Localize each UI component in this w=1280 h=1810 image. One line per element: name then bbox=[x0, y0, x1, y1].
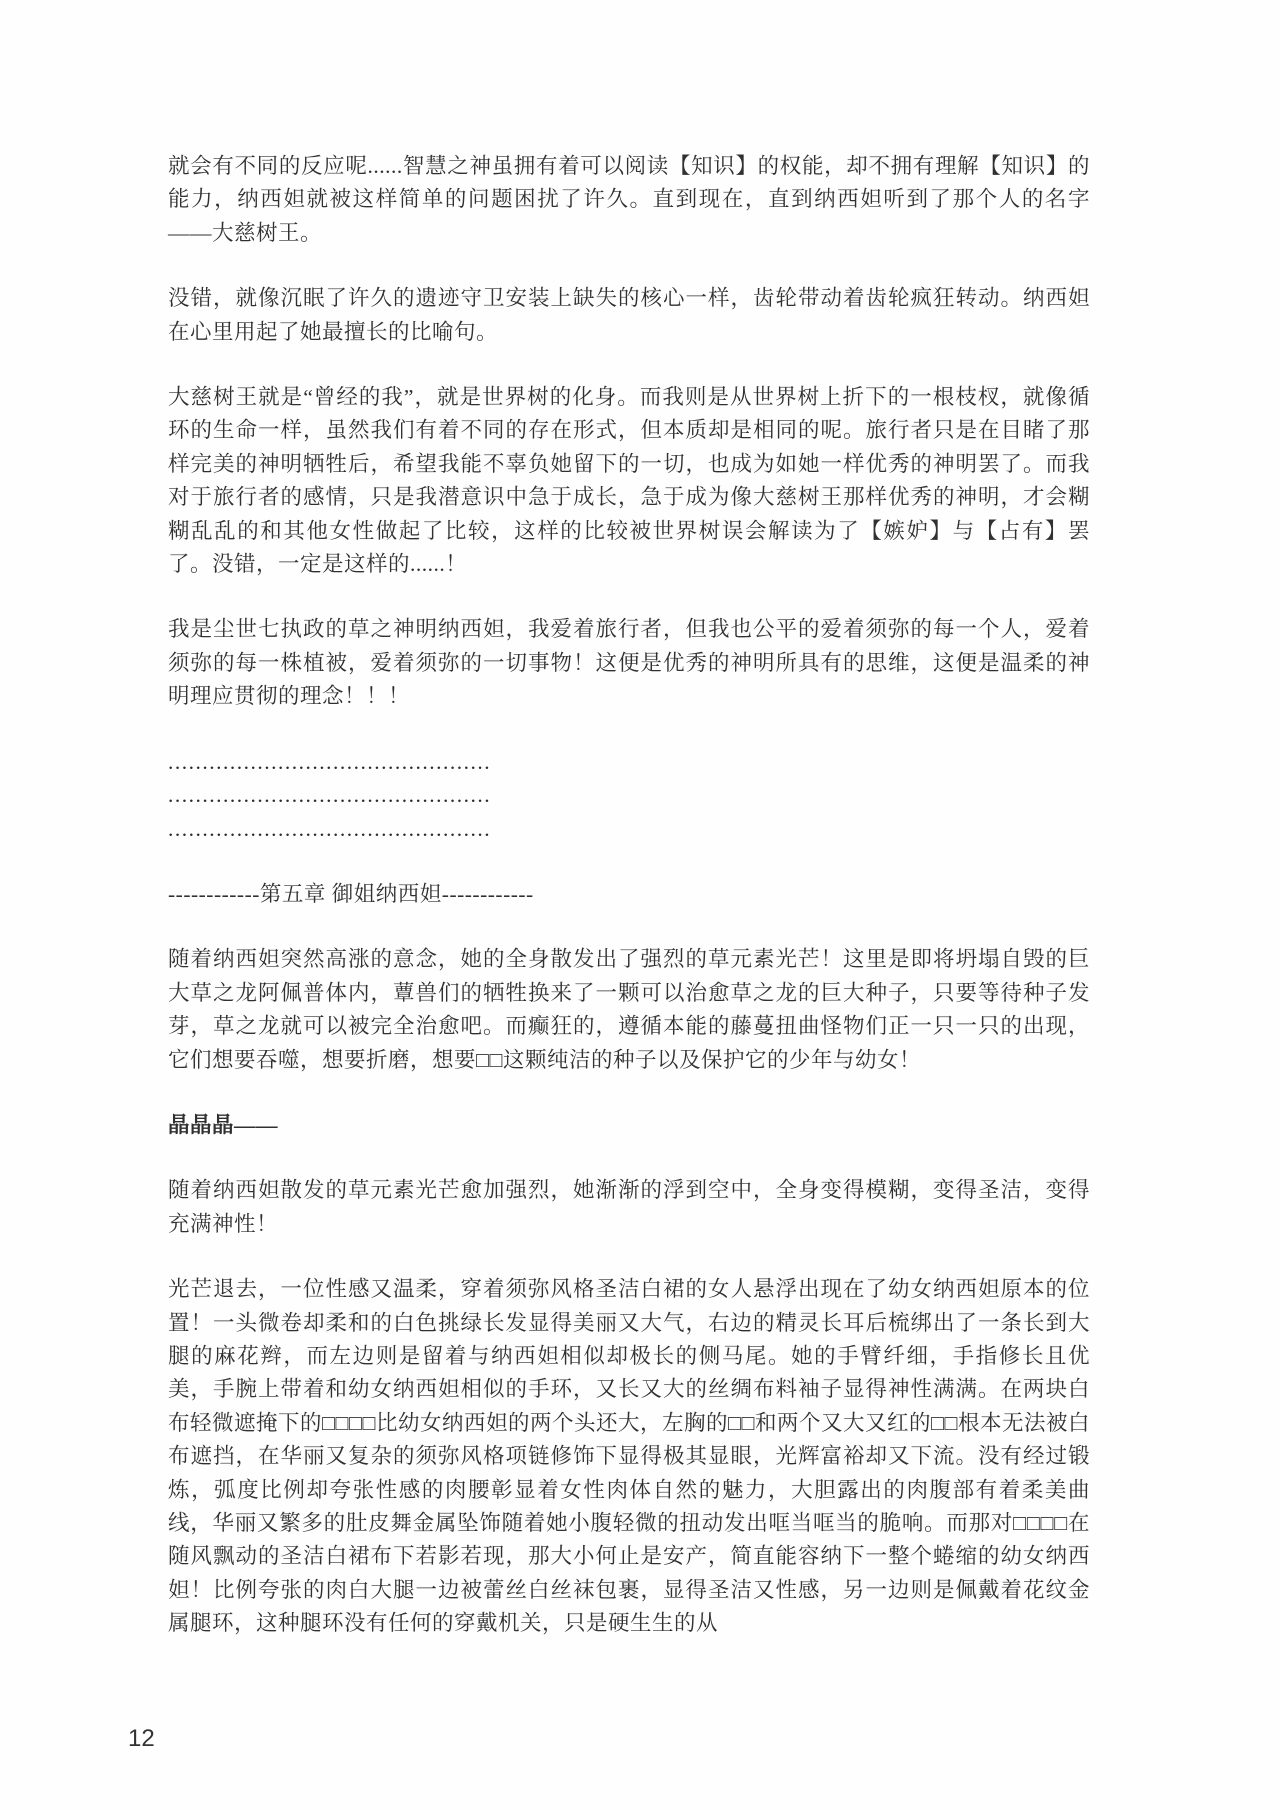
story-paragraph: 大慈树王就是“曾经的我”，就是世界树的化身。而我则是从世界树上折下的一根枝杈，就像循环的生命一样，虽然我们有着不同的存在形式，但本质却是相同的呢。旅行者只是在目睹了那样完美的神明牺牲后，希望我能不辜负她留下的一切，也成为如她一样优秀的神明罢了。而我对于旅行者的感情，只是我潜意识中急于成长，急于成为像大慈树王那样优秀的神明，才会糊糊乱乱的和其他女性做起了比较，这样的比较被世界树误会解读为了【嫉妒】与【占有】罢了。没错，一定是这样的......！ bbox=[168, 385, 1090, 577]
chapter-heading: ------------第五章 御姐纳西妲------------ bbox=[168, 881, 534, 906]
story-paragraph: 没错，就像沉眠了许久的遗迹守卫安装上缺失的核心一样，齿轮带动着齿轮疯狂转动。纳西妲在心里用起了她最擅长的比喻句。 bbox=[168, 286, 1090, 344]
text-column bbox=[168, 150, 1090, 1673]
story-paragraph: 随着纳西妲突然高涨的意念，她的全身散发出了强烈的草元素光芒！这里是即将坍塌自毁的巨大草之龙阿佩普体内，蕈兽们的牺牲换来了一颗可以治愈草之龙的巨大种子，只要等待种子发芽，草之龙就可以被完全治愈吧。而癫狂的，遵循本能的藤蔓扭曲怪物们正一只一只的出现，它们想要吞噬，想要折磨，想要□□这颗纯洁的种子以及保护它的少年与幼女！ bbox=[168, 947, 1090, 1072]
ellipsis-line: ............................................... bbox=[168, 816, 492, 841]
page-number: 12 bbox=[128, 1725, 155, 1752]
sfx-line: 晶晶晶—— bbox=[168, 1112, 279, 1137]
ellipsis-separator bbox=[168, 746, 1090, 846]
story-paragraph: 我是尘世七执政的草之神明纳西妲，我爱着旅行者，但我也公平的爱着须弥的每一个人，爱着须弥的每一株植被，爱着须弥的一切事物！这便是优秀的神明所具有的思维，这便是温柔的神明理应贯彻的理念！！！ bbox=[168, 617, 1090, 709]
story-paragraph: 就会有不同的反应呢......智慧之神虽拥有着可以阅读【知识】的权能，却不拥有理解【知识】的能力，纳西妲就被这样简单的问题困扰了许久。直到现在，直到纳西妲听到了那个人的名字——大慈树王。 bbox=[168, 154, 1090, 245]
ellipsis-line: ............................................... bbox=[168, 783, 492, 808]
story-paragraph: 随着纳西妲散发的草元素光芒愈加强烈，她渐渐的浮到空中，全身变得模糊，变得圣洁，变得充满神性！ bbox=[168, 1178, 1090, 1236]
ellipsis-line: ............................................... bbox=[168, 749, 492, 774]
story-paragraph: 光芒退去，一位性感又温柔，穿着须弥风格圣洁白裙的女人悬浮出现在了幼女纳西妲原本的位置！一头微卷却柔和的白色挑绿长发显得美丽又大气，右边的精灵长耳后梳绑出了一条长到大腿的麻花辫，而左边则是留着与纳西妲相似却极长的侧马尾。她的手臂纤细，手指修长且优美，手腕上带着和幼女纳西妲相似的手环，又长又大的丝绸布料袖子显得神性满满。在两块白布轻微遮掩下的□□□□比幼女纳西妲的两个头还大，左胸的□□和两个又大又红的□□根本无法被白布遮挡，在华丽又复杂的须弥风格项链修饰下显得极其显眼，光辉富裕却又下流。没有经过锻炼，弧度比例却夸张性感的肉腰彰显着女性肉体自然的魅力，大胆露出的肉腹部有着柔美曲线，华丽又繁多的肚皮舞金属坠饰随着她小腹轻微的扭动发出哐当哐当的脆响。而那对□□□□在随风飘动的圣洁白裙布下若影若现，那大小何止是安产，简直能容纳下一整个蜷缩的幼女纳西妲！比例夸张的肉白大腿一边被蕾丝白丝袜包裹，显得圣洁又性感，另一边则是佩戴着花纹金属腿环，这种腿环没有任何的穿戴机关，只是硬生生的从 bbox=[168, 1277, 1090, 1636]
